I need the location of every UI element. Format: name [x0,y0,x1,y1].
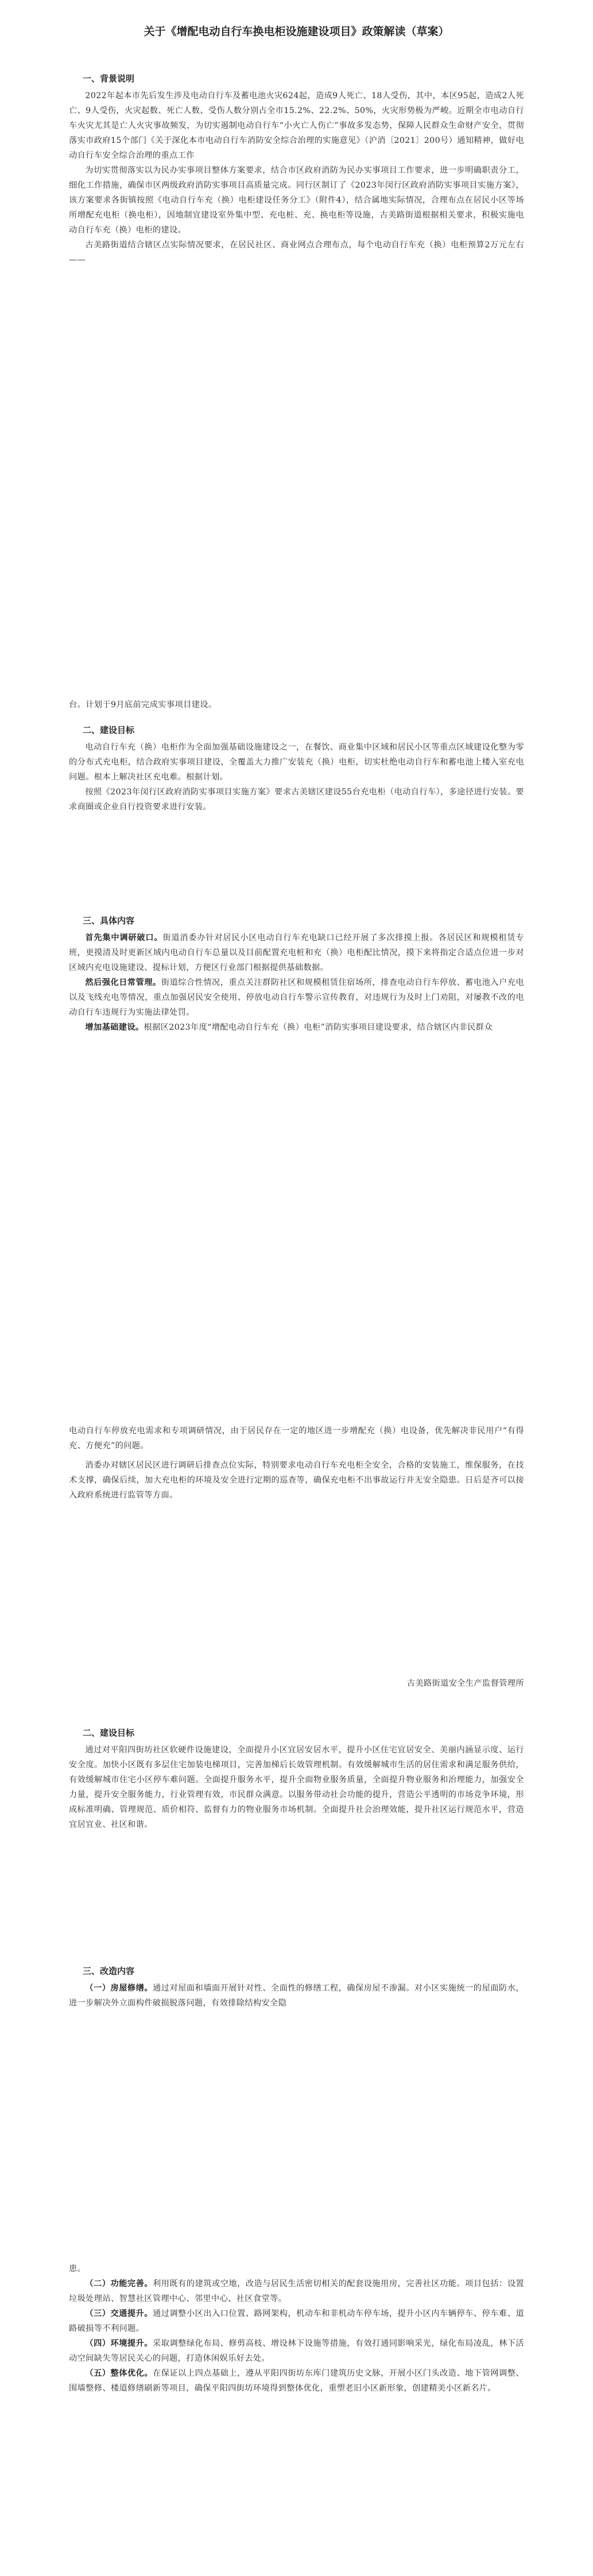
item-text: 利用既有的建筑或空地，改造与居民生活密切相关的配套设施用房，完善社区功能。项目包括：设置垃圾处理站、智慧社区管理中心、邻里中心、社区食堂等。 [69,2279,524,2303]
section-renovation [0,1960,593,2011]
item-lead: （三）交通提升。 [85,2309,153,2318]
paragraph [69,930,524,975]
item-text: 在保证以上四点基础上，遵从平阳四街坊东库门建筑历史文脉，开展小区门头改造、地下管网调整、围墙整修、楼道修缮刷新等项目，确保平阳四街坊环境得到整体优化，重塑老旧小区新形象，创建精美小区新名片。 [69,2369,524,2393]
paragraph-body: 根据区2023年度“增配电动自行车充（换）电柜”消防实事项目建设要求，结合辖区内非民群众 [144,1023,493,1032]
section-heading-goal-2: 二、建设目标 [83,1728,135,1738]
paragraph: 通过对平阳四街坊社区软硬件设施建设，全面提升小区宜居安居水平，提升小区住宅宜居安全、美丽内涵显示度、运行安全度。加快小区既有多层住宅加装电梯项目，完善加梯后长效管理机制。有效缓解城市生活的居住需求和满足服务供给，有效缓解城市住宅小区停车难问题。全面提升服务水平，提升全面物业服务质量，全面提升物业服务和治理能力，加强安全力量，提升安全服务能力，行业管理有效，市民群众满意。以服务带动社会功能的提升，营造公平透明的市场竞争环境，形成标准明确、管理规范、质价相符、监督有力的物业服务市场机制。全面提升社会治理效能，提升社区运行规范水平，营造宜居宜业、社区和谐。 [69,1745,524,1829]
item-text: 采取调整绿化布局、修剪高枝、增设林下设施等措施，有效打通同影响采光，绿化布局凌乱，林下活动空间缺失等居民关心的问题，打造休闲娱乐好去处。 [69,2339,524,2363]
signature-block [0,1676,593,1691]
item-text: 通过调整小区出入口位置、路网架构，机动车和非机动车停车场，提升小区内车辆停车、停车难、道路破损等不利问题。 [69,2309,524,2333]
paragraph-body: 街道消委办针对居民小区电动自行车充电缺口已经开展了多次排摸上报。各居民区和规模租赁专班，更摸清及时更新区域内电动自行车总量以及目前配置充电桩和充（换）电柜配比情况，摸下来将指定合适点位进一步对区域内充电设施建设、提标计划，方便区行业部门根据提供基础数据。 [69,933,524,972]
section-content-cont [0,1423,593,1503]
paragraph: 电动自行车停放充电需求和专项调研情况，由于居民存在一定的地区进一步增配充（换）电设备，优先解决非民用户“有得充、方便充”的问题。 [69,1426,524,1450]
doc-title: 关于《增配电动自行车换电柜设施建设项目》政策解读（草案） [144,25,449,38]
section-goal-2 [0,1722,593,1832]
paragraph [69,1020,524,1035]
item-text: 通过对屋面和墙面开展针对性、全面性的修缮工程，确保房屋不渗漏。对小区实施统一的屋面防水，进一步解决外立面构件破损脱落问题，有效排除结构安全隐 [69,1984,524,2008]
list-item [69,2261,524,2276]
signature-org: 古美路街道安全生产监督管理所 [406,1679,524,1688]
paragraph: 古美路街道结合辖区点实际情况要求，在居民社区、商业网点合理布点，每个电动自行车充（换）电柜预算2万元左右—— [69,240,524,265]
paragraph [69,975,524,1020]
section-heading-background: 一、背景说明 [83,73,135,84]
list-item [69,2276,524,2306]
section-goal [0,719,593,814]
paragraph: 按照《2023年闵行区政府消防实事项目实施方案》要求古美辖区建设55台充电柜（电动自行车），多途径进行安装。要求商圈或企业自行投资要求进行安装。 [69,787,524,812]
item-lead: （四）环境提升。 [85,2339,153,2348]
list-item [69,2306,524,2336]
section-background-cont [0,697,593,712]
section-heading-content: 三、具体内容 [83,915,135,926]
list-item [69,2366,524,2396]
paragraph: 台。计划于9月底前完成实事项目建设。 [69,700,217,709]
list-item [69,2336,524,2366]
paragraph-body: 街道综合性情况，重点关注群防社区和规模租赁住宿场所，排查电动自行车停放、蓄电池入户充电以及飞线充电等情况，重点加强居民安全使用、停放电动自行车警示宣传教育，对违规行为及时上门劝阻，对屡教不改的电动自行车违规行为实施法律处罚。 [69,978,524,1017]
section-heading-goal: 二、建设目标 [83,725,135,735]
item-text: 患。 [69,2264,86,2274]
paragraph-lead: 然后强化日常管理。 [85,978,161,987]
paragraph-lead: 首先集中调研破口。 [85,933,163,942]
section-heading-renovation: 三、改造内容 [83,1966,135,1976]
list-item [69,1981,524,2011]
title-block [0,23,593,40]
paragraph-lead: 增加基础建设。 [85,1023,144,1032]
item-lead: （五）整体优化。 [85,2369,153,2378]
section-renovation-cont [0,2261,593,2396]
paragraph: 2022年起本市先后发生涉及电动自行车及蓄电池火灾624起，造成9人死亡、18人受伤，其中，本区95起，造成2人死亡、9人受伤，火灾起数、死亡人数、受伤人数分别占全市15.2%、22.2%、50%，火灾形势极为严峻。近期全市电动自行车火灾尤其是亡人火灾事故频发，为切实遏制电动自行车“小火亡人伤亡”事故多发态势，保障人民群众生命财产安全，贯彻落实市政府15个部门《关于深化本市电动自行车消防安全综合治理的实施意见》（沪消〔2021〕200号）通知精神，做好电动自行车安全综合治理的重点工作 [69,91,524,160]
paragraph: 消委办对辖区居民区进行调研后排查点位实际，特别要求电动自行车充电柜全安全，合格的安装施工，维保服务，在技术支撑，确保后续，加大充电柜的环境及安全进行定期的巡查等，确保充电柜不出事故运行并无安全隐患。日后是齐可以接入政府系统进行监管等方面。 [69,1461,524,1500]
paragraph: 为切实贯彻落实以为民办实事项目整体方案要求，结合市区政府消防为民办实事项目工作要求，进一步明确职责分工，细化工作措施，确保市区两级政府消防实事项目高质量完成。同行区制订了《2023年闵行区政府消防实事项目实施方案》，该方案要求各街镇按照《电动自行车充（换）电柜建设任务分工》（附件4），结合属地实际情况，合理布点在居民小区等场所增配充电柜（换电柜），因地制宜建设室外集中型、充电桩、充、换电柜等设施，古美路街道根据相关要求，积极实施电动自行车充（换）电柜的建设。 [69,166,524,235]
item-lead: （二）功能完善。 [85,2279,153,2288]
section-background [0,68,593,267]
section-content [0,910,593,1035]
item-lead: （一）房屋修缮。 [85,1984,153,1993]
paragraph: 电动自行车充（换）电柜作为全面加强基础设施建设之一，在餐饮、商业集中区域和居民小区等重点区域建设化整为零的分布式充电柜，结合政府实事项目建设，全覆盖大力推广安装充（换）电柜，切实杜绝电动自行车和蓄电池上楼入室充电问题。根本上解决社区充电难。根据计划。 [69,743,524,782]
